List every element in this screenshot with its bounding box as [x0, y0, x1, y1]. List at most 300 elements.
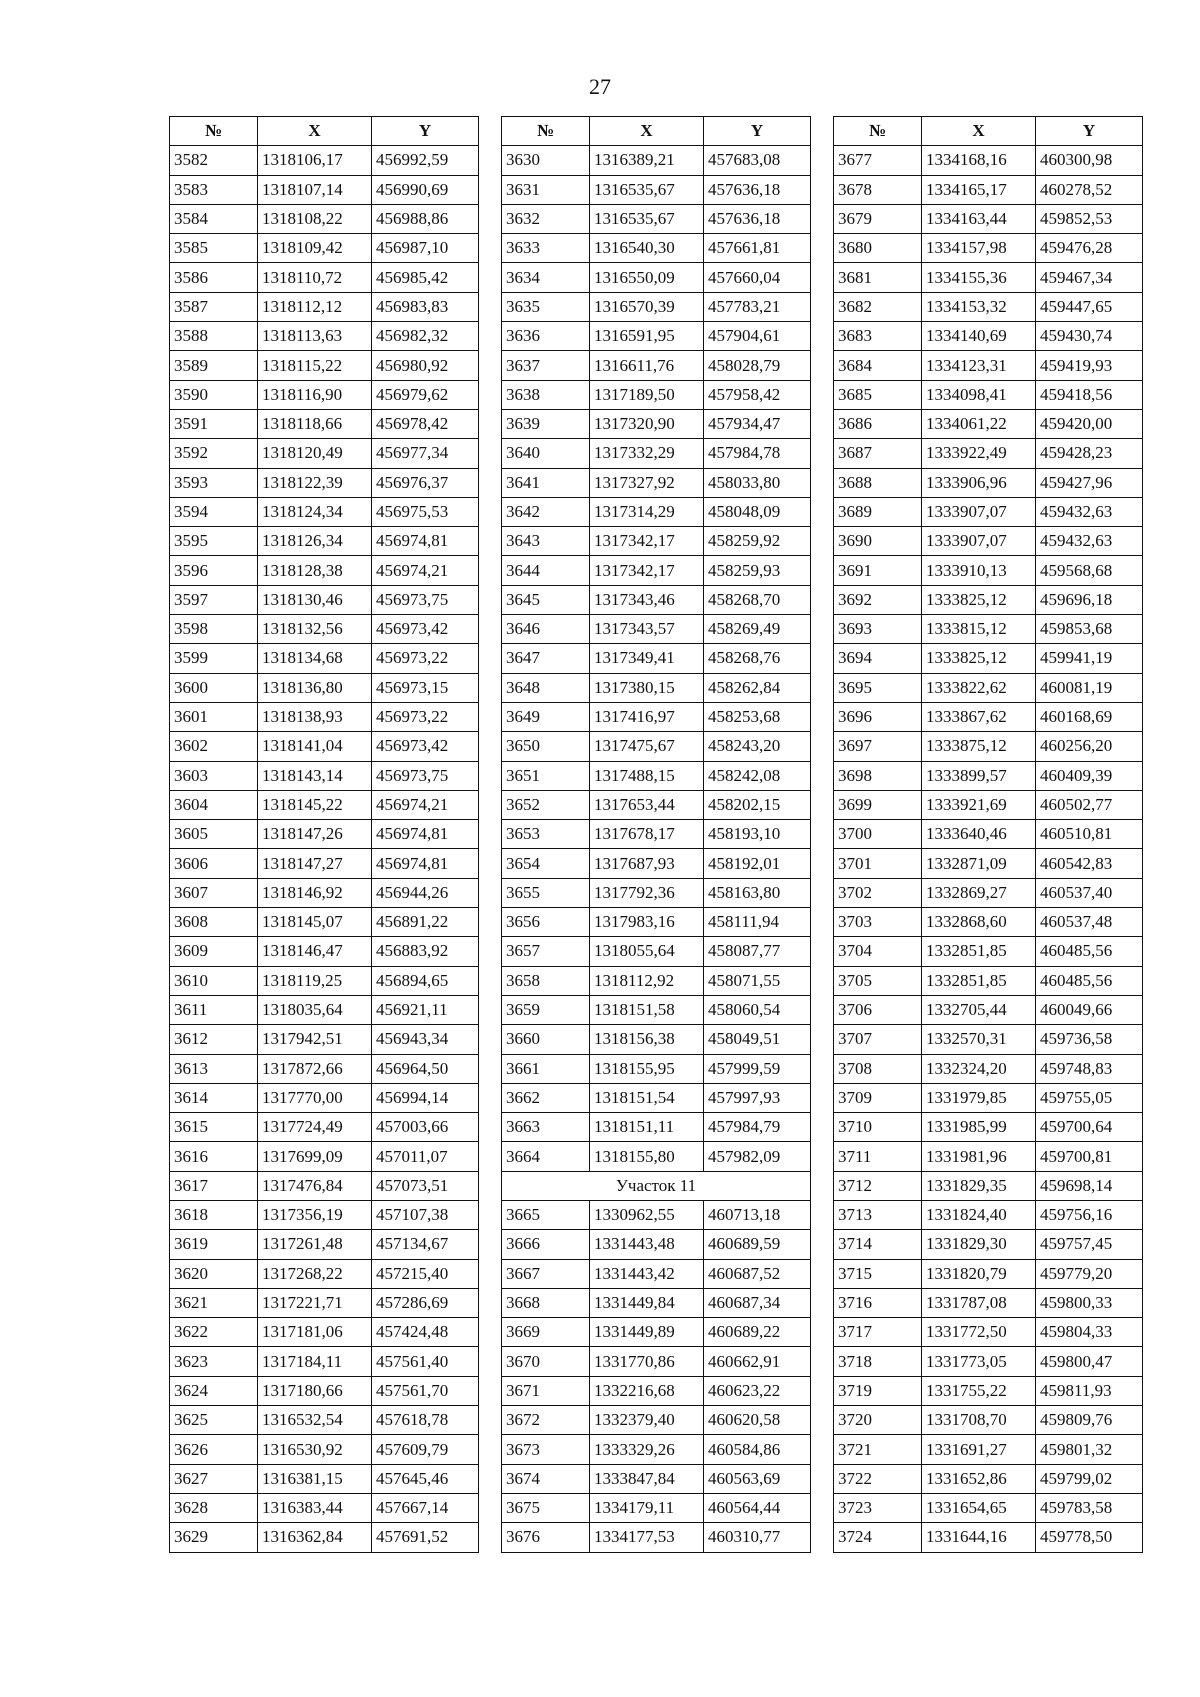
x-coordinate-cell: 1317699,09 — [258, 1142, 372, 1171]
y-coordinate-cell: 458049,51 — [704, 1025, 811, 1054]
table-row — [502, 556, 811, 585]
table-row — [502, 468, 811, 497]
point-number-cell: 3652 — [502, 790, 590, 819]
x-coordinate-cell: 1333899,57 — [922, 761, 1036, 790]
x-coordinate-cell: 1332851,85 — [922, 966, 1036, 995]
x-coordinate-cell: 1318156,38 — [590, 1025, 704, 1054]
x-coordinate-cell: 1317687,93 — [590, 849, 704, 878]
x-coordinate-cell: 1318138,93 — [258, 702, 372, 731]
y-coordinate-cell: 457215,40 — [372, 1259, 479, 1288]
x-coordinate-cell: 1331824,40 — [922, 1200, 1036, 1229]
point-number-cell: 3703 — [834, 908, 922, 937]
y-coordinate-cell: 459430,74 — [1036, 322, 1143, 351]
point-number-cell: 3680 — [834, 234, 922, 263]
table-row — [834, 761, 1143, 790]
page-number: 27 — [589, 74, 611, 99]
x-coordinate-cell: 1318143,14 — [258, 761, 372, 790]
table-row — [502, 937, 811, 966]
point-number-cell: 3599 — [170, 644, 258, 673]
x-coordinate-cell: 1331770,86 — [590, 1347, 704, 1376]
table-row — [170, 908, 479, 937]
point-number-cell: 3619 — [170, 1230, 258, 1259]
y-coordinate-cell: 459419,93 — [1036, 351, 1143, 380]
y-coordinate-cell: 459427,96 — [1036, 468, 1143, 497]
point-number-cell: 3677 — [834, 146, 922, 175]
table-row — [502, 673, 811, 702]
x-coordinate-cell: 1318146,47 — [258, 937, 372, 966]
x-coordinate-cell: 1330962,55 — [590, 1200, 704, 1229]
x-coordinate-cell: 1317792,36 — [590, 878, 704, 907]
x-coordinate-cell: 1318151,54 — [590, 1083, 704, 1112]
point-number-cell: 3587 — [170, 292, 258, 321]
point-number-cell: 3639 — [502, 409, 590, 438]
y-coordinate-cell: 460564,44 — [704, 1493, 811, 1522]
y-coordinate-cell: 459756,16 — [1036, 1200, 1143, 1229]
x-coordinate-cell: 1334168,16 — [922, 146, 1036, 175]
table-row — [834, 615, 1143, 644]
point-number-cell: 3620 — [170, 1259, 258, 1288]
y-coordinate-cell: 457424,48 — [372, 1318, 479, 1347]
x-coordinate-cell: 1317327,92 — [590, 468, 704, 497]
point-number-cell: 3597 — [170, 585, 258, 614]
point-number-cell: 3593 — [170, 468, 258, 497]
y-coordinate-cell: 456973,42 — [372, 615, 479, 644]
y-coordinate-cell: 458071,55 — [704, 966, 811, 995]
header-number: № — [170, 117, 258, 146]
table-row — [834, 497, 1143, 526]
point-number-cell: 3679 — [834, 204, 922, 233]
point-number-cell: 3629 — [170, 1523, 258, 1552]
y-coordinate-cell: 457984,78 — [704, 439, 811, 468]
y-coordinate-cell: 459418,56 — [1036, 380, 1143, 409]
y-coordinate-cell: 456990,69 — [372, 175, 479, 204]
point-number-cell: 3651 — [502, 761, 590, 790]
point-number-cell: 3713 — [834, 1200, 922, 1229]
point-number-cell: 3706 — [834, 995, 922, 1024]
y-coordinate-cell: 459447,65 — [1036, 292, 1143, 321]
table-row — [502, 1347, 811, 1376]
x-coordinate-cell: 1317261,48 — [258, 1230, 372, 1259]
y-coordinate-cell: 456976,37 — [372, 468, 479, 497]
x-coordinate-cell: 1317476,84 — [258, 1171, 372, 1200]
point-number-cell: 3585 — [170, 234, 258, 263]
table-row — [170, 966, 479, 995]
y-coordinate-cell: 458048,09 — [704, 497, 811, 526]
point-number-cell: 3678 — [834, 175, 922, 204]
y-coordinate-cell: 457286,69 — [372, 1288, 479, 1317]
x-coordinate-cell: 1331654,65 — [922, 1493, 1036, 1522]
y-coordinate-cell: 457958,42 — [704, 380, 811, 409]
point-number-cell: 3670 — [502, 1347, 590, 1376]
x-coordinate-cell: 1316389,21 — [590, 146, 704, 175]
table-row — [834, 937, 1143, 966]
point-number-cell: 3717 — [834, 1318, 922, 1347]
y-coordinate-cell: 456894,65 — [372, 966, 479, 995]
table-row — [170, 1142, 479, 1171]
y-coordinate-cell: 457107,38 — [372, 1200, 479, 1229]
y-coordinate-cell: 459698,14 — [1036, 1171, 1143, 1200]
header-y: Y — [1036, 117, 1143, 146]
x-coordinate-cell: 1332869,27 — [922, 878, 1036, 907]
y-coordinate-cell: 456975,53 — [372, 497, 479, 526]
y-coordinate-cell: 457636,18 — [704, 204, 811, 233]
x-coordinate-cell: 1318120,49 — [258, 439, 372, 468]
point-number-cell: 3684 — [834, 351, 922, 380]
y-coordinate-cell: 457134,67 — [372, 1230, 479, 1259]
point-number-cell: 3654 — [502, 849, 590, 878]
point-number-cell: 3683 — [834, 322, 922, 351]
table-row — [502, 1464, 811, 1493]
x-coordinate-cell: 1333640,46 — [922, 820, 1036, 849]
table-row — [502, 527, 811, 556]
point-number-cell: 3673 — [502, 1435, 590, 1464]
point-number-cell: 3715 — [834, 1259, 922, 1288]
x-coordinate-cell: 1318151,11 — [590, 1113, 704, 1142]
point-number-cell: 3686 — [834, 409, 922, 438]
x-coordinate-cell: 1332570,31 — [922, 1025, 1036, 1054]
x-coordinate-cell: 1331443,42 — [590, 1259, 704, 1288]
x-coordinate-cell: 1318119,25 — [258, 966, 372, 995]
table-row — [502, 1435, 811, 1464]
table-row — [170, 292, 479, 321]
x-coordinate-cell: 1316383,44 — [258, 1493, 372, 1522]
y-coordinate-cell: 460300,98 — [1036, 146, 1143, 175]
x-coordinate-cell: 1316535,67 — [590, 204, 704, 233]
point-number-cell: 3592 — [170, 439, 258, 468]
point-number-cell: 3607 — [170, 878, 258, 907]
x-coordinate-cell: 1317678,17 — [590, 820, 704, 849]
table-row — [834, 1142, 1143, 1171]
table-row — [170, 1171, 479, 1200]
y-coordinate-cell: 456982,32 — [372, 322, 479, 351]
x-coordinate-cell: 1317343,46 — [590, 585, 704, 614]
y-coordinate-cell: 459799,02 — [1036, 1464, 1143, 1493]
point-number-cell: 3647 — [502, 644, 590, 673]
table-row — [502, 175, 811, 204]
y-coordinate-cell: 458243,20 — [704, 732, 811, 761]
y-coordinate-cell: 459700,64 — [1036, 1113, 1143, 1142]
y-coordinate-cell: 456921,11 — [372, 995, 479, 1024]
x-coordinate-cell: 1331449,89 — [590, 1318, 704, 1347]
y-coordinate-cell: 458253,68 — [704, 702, 811, 731]
table-row — [834, 1288, 1143, 1317]
point-number-cell: 3650 — [502, 732, 590, 761]
header-x: X — [922, 117, 1036, 146]
x-coordinate-cell: 1317184,11 — [258, 1347, 372, 1376]
y-coordinate-cell: 459757,45 — [1036, 1230, 1143, 1259]
y-coordinate-cell: 460485,56 — [1036, 966, 1143, 995]
point-number-cell: 3714 — [834, 1230, 922, 1259]
x-coordinate-cell: 1331985,99 — [922, 1113, 1036, 1142]
x-coordinate-cell: 1331979,85 — [922, 1083, 1036, 1112]
point-number-cell: 3618 — [170, 1200, 258, 1229]
table-row — [170, 468, 479, 497]
y-coordinate-cell: 460687,34 — [704, 1288, 811, 1317]
table-row — [170, 702, 479, 731]
table-row — [502, 1523, 811, 1552]
y-coordinate-cell: 456964,50 — [372, 1054, 479, 1083]
point-number-cell: 3644 — [502, 556, 590, 585]
point-number-cell: 3623 — [170, 1347, 258, 1376]
point-number-cell: 3663 — [502, 1113, 590, 1142]
y-coordinate-cell: 456973,75 — [372, 761, 479, 790]
table-row — [170, 380, 479, 409]
point-number-cell: 3708 — [834, 1054, 922, 1083]
table-row — [834, 322, 1143, 351]
point-number-cell: 3681 — [834, 263, 922, 292]
table-row — [834, 263, 1143, 292]
point-number-cell: 3608 — [170, 908, 258, 937]
table-row — [502, 966, 811, 995]
y-coordinate-cell: 458242,08 — [704, 761, 811, 790]
header-row — [834, 117, 1143, 146]
table-row — [502, 995, 811, 1024]
point-number-cell: 3724 — [834, 1523, 922, 1552]
point-number-cell: 3633 — [502, 234, 590, 263]
table-row — [834, 409, 1143, 438]
table-row — [502, 615, 811, 644]
x-coordinate-cell: 1318108,22 — [258, 204, 372, 233]
table-row — [502, 908, 811, 937]
x-coordinate-cell: 1318128,38 — [258, 556, 372, 585]
point-number-cell: 3658 — [502, 966, 590, 995]
table-row — [834, 1347, 1143, 1376]
y-coordinate-cell: 457073,51 — [372, 1171, 479, 1200]
x-coordinate-cell: 1333329,26 — [590, 1435, 704, 1464]
x-coordinate-cell: 1332851,85 — [922, 937, 1036, 966]
y-coordinate-cell: 458087,77 — [704, 937, 811, 966]
table-row — [834, 1054, 1143, 1083]
y-coordinate-cell: 459696,18 — [1036, 585, 1143, 614]
y-coordinate-cell: 459467,34 — [1036, 263, 1143, 292]
table-row — [834, 673, 1143, 702]
point-number-cell: 3687 — [834, 439, 922, 468]
y-coordinate-cell: 457984,79 — [704, 1113, 811, 1142]
y-coordinate-cell: 460168,69 — [1036, 702, 1143, 731]
table-row — [834, 204, 1143, 233]
table-row — [170, 263, 479, 292]
table-row — [834, 966, 1143, 995]
point-number-cell: 3631 — [502, 175, 590, 204]
point-number-cell: 3712 — [834, 1171, 922, 1200]
table-row — [834, 527, 1143, 556]
table-row — [170, 878, 479, 907]
table-row — [834, 351, 1143, 380]
header-x: X — [258, 117, 372, 146]
table-row — [502, 1493, 811, 1522]
table-row — [834, 1523, 1143, 1552]
table-row — [170, 204, 479, 233]
point-number-cell: 3660 — [502, 1025, 590, 1054]
point-number-cell: 3722 — [834, 1464, 922, 1493]
x-coordinate-cell: 1332216,68 — [590, 1376, 704, 1405]
point-number-cell: 3638 — [502, 380, 590, 409]
table-row — [502, 761, 811, 790]
y-coordinate-cell: 458192,01 — [704, 849, 811, 878]
x-coordinate-cell: 1332705,44 — [922, 995, 1036, 1024]
y-coordinate-cell: 458060,54 — [704, 995, 811, 1024]
x-coordinate-cell: 1316570,39 — [590, 292, 704, 321]
table-row — [502, 292, 811, 321]
x-coordinate-cell: 1318055,64 — [590, 937, 704, 966]
point-number-cell: 3604 — [170, 790, 258, 819]
point-number-cell: 3720 — [834, 1406, 922, 1435]
point-number-cell: 3610 — [170, 966, 258, 995]
point-number-cell: 3666 — [502, 1230, 590, 1259]
x-coordinate-cell: 1334098,41 — [922, 380, 1036, 409]
x-coordinate-cell: 1318134,68 — [258, 644, 372, 673]
table-row — [502, 322, 811, 351]
x-coordinate-cell: 1318151,58 — [590, 995, 704, 1024]
point-number-cell: 3632 — [502, 204, 590, 233]
y-coordinate-cell: 459852,53 — [1036, 204, 1143, 233]
point-number-cell: 3635 — [502, 292, 590, 321]
x-coordinate-cell: 1333921,69 — [922, 790, 1036, 819]
table-row — [170, 1493, 479, 1522]
x-coordinate-cell: 1318147,27 — [258, 849, 372, 878]
x-coordinate-cell: 1316381,15 — [258, 1464, 372, 1493]
point-number-cell: 3584 — [170, 204, 258, 233]
y-coordinate-cell: 460256,20 — [1036, 732, 1143, 761]
point-number-cell: 3657 — [502, 937, 590, 966]
point-number-cell: 3676 — [502, 1523, 590, 1552]
y-coordinate-cell: 460537,40 — [1036, 878, 1143, 907]
y-coordinate-cell: 458268,70 — [704, 585, 811, 614]
y-coordinate-cell: 459700,81 — [1036, 1142, 1143, 1171]
point-number-cell: 3612 — [170, 1025, 258, 1054]
point-number-cell: 3586 — [170, 263, 258, 292]
x-coordinate-cell: 1317181,06 — [258, 1318, 372, 1347]
x-coordinate-cell: 1317356,19 — [258, 1200, 372, 1229]
y-coordinate-cell: 457003,66 — [372, 1113, 479, 1142]
table-row — [170, 761, 479, 790]
y-coordinate-cell: 456973,75 — [372, 585, 479, 614]
point-number-cell: 3695 — [834, 673, 922, 702]
y-coordinate-cell: 458269,49 — [704, 615, 811, 644]
point-number-cell: 3662 — [502, 1083, 590, 1112]
y-coordinate-cell: 459736,58 — [1036, 1025, 1143, 1054]
y-coordinate-cell: 459778,50 — [1036, 1523, 1143, 1552]
y-coordinate-cell: 457661,81 — [704, 234, 811, 263]
x-coordinate-cell: 1333875,12 — [922, 732, 1036, 761]
header-row — [170, 117, 479, 146]
y-coordinate-cell: 456974,81 — [372, 849, 479, 878]
x-coordinate-cell: 1318118,66 — [258, 409, 372, 438]
x-coordinate-cell: 1318132,56 — [258, 615, 372, 644]
table-row — [170, 585, 479, 614]
x-coordinate-cell: 1318146,92 — [258, 878, 372, 907]
y-coordinate-cell: 460537,48 — [1036, 908, 1143, 937]
y-coordinate-cell: 459748,83 — [1036, 1054, 1143, 1083]
x-coordinate-cell: 1317942,51 — [258, 1025, 372, 1054]
table-row — [834, 292, 1143, 321]
x-coordinate-cell: 1317332,29 — [590, 439, 704, 468]
point-number-cell: 3594 — [170, 497, 258, 526]
point-number-cell: 3598 — [170, 615, 258, 644]
point-number-cell: 3667 — [502, 1259, 590, 1288]
point-number-cell: 3588 — [170, 322, 258, 351]
point-number-cell: 3583 — [170, 175, 258, 204]
table-row — [502, 1376, 811, 1405]
point-number-cell: 3675 — [502, 1493, 590, 1522]
table-row — [502, 820, 811, 849]
table-row — [170, 1464, 479, 1493]
x-coordinate-cell: 1317342,17 — [590, 527, 704, 556]
y-coordinate-cell: 457691,52 — [372, 1523, 479, 1552]
point-number-cell: 3606 — [170, 849, 258, 878]
table-row — [834, 1406, 1143, 1435]
table-row — [834, 146, 1143, 175]
table-row — [502, 497, 811, 526]
y-coordinate-cell: 456979,62 — [372, 380, 479, 409]
table-row — [170, 1318, 479, 1347]
y-coordinate-cell: 456978,42 — [372, 409, 479, 438]
table-row — [502, 849, 811, 878]
x-coordinate-cell: 1334153,32 — [922, 292, 1036, 321]
point-number-cell: 3710 — [834, 1113, 922, 1142]
point-number-cell: 3628 — [170, 1493, 258, 1522]
point-number-cell: 3605 — [170, 820, 258, 849]
x-coordinate-cell: 1316535,67 — [590, 175, 704, 204]
y-coordinate-cell: 459432,63 — [1036, 527, 1143, 556]
point-number-cell: 3615 — [170, 1113, 258, 1142]
point-number-cell: 3659 — [502, 995, 590, 1024]
point-number-cell: 3653 — [502, 820, 590, 849]
table-row — [834, 820, 1143, 849]
point-number-cell: 3621 — [170, 1288, 258, 1317]
y-coordinate-cell: 457934,47 — [704, 409, 811, 438]
y-coordinate-cell: 456994,14 — [372, 1083, 479, 1112]
point-number-cell: 3685 — [834, 380, 922, 409]
table-row — [834, 1493, 1143, 1522]
section-row — [502, 1171, 811, 1200]
coordinates-table-1 — [169, 116, 479, 1553]
y-coordinate-cell: 458163,80 — [704, 878, 811, 907]
y-coordinate-cell: 458268,76 — [704, 644, 811, 673]
x-coordinate-cell: 1331773,05 — [922, 1347, 1036, 1376]
y-coordinate-cell: 456983,83 — [372, 292, 479, 321]
x-coordinate-cell: 1317221,71 — [258, 1288, 372, 1317]
table-row — [170, 1288, 479, 1317]
point-number-cell: 3671 — [502, 1376, 590, 1405]
y-coordinate-cell: 460502,77 — [1036, 790, 1143, 819]
table-row — [170, 1200, 479, 1229]
table-row — [502, 1230, 811, 1259]
x-coordinate-cell: 1331981,96 — [922, 1142, 1036, 1171]
point-number-cell: 3709 — [834, 1083, 922, 1112]
table-row — [170, 1376, 479, 1405]
point-number-cell: 3648 — [502, 673, 590, 702]
y-coordinate-cell: 458028,79 — [704, 351, 811, 380]
y-coordinate-cell: 458033,80 — [704, 468, 811, 497]
point-number-cell: 3668 — [502, 1288, 590, 1317]
table-row — [170, 732, 479, 761]
table-row — [170, 1025, 479, 1054]
point-number-cell: 3716 — [834, 1288, 922, 1317]
y-coordinate-cell: 458193,10 — [704, 820, 811, 849]
table-row — [502, 146, 811, 175]
table-row — [834, 1230, 1143, 1259]
y-coordinate-cell: 460485,56 — [1036, 937, 1143, 966]
table-row — [834, 702, 1143, 731]
table-row — [170, 1259, 479, 1288]
table-row — [502, 263, 811, 292]
table-row — [170, 1347, 479, 1376]
point-number-cell: 3630 — [502, 146, 590, 175]
table-row — [170, 673, 479, 702]
x-coordinate-cell: 1333825,12 — [922, 644, 1036, 673]
point-number-cell: 3589 — [170, 351, 258, 380]
